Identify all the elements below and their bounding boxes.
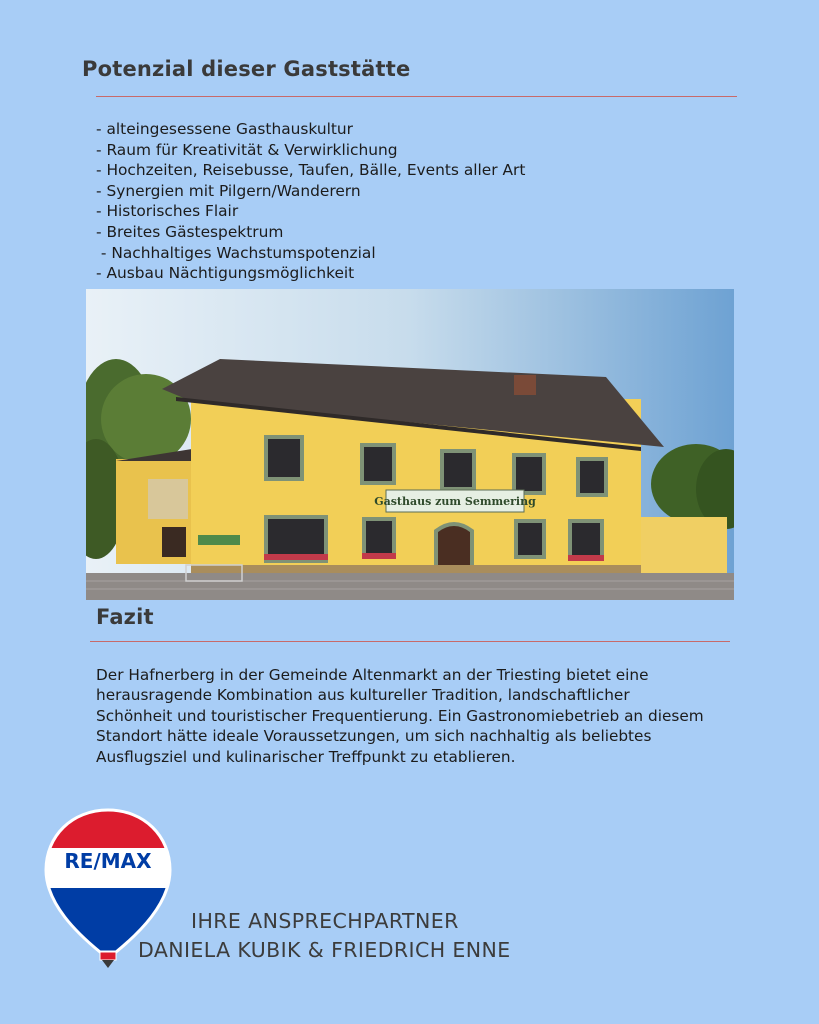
list-item: - Historisches Flair bbox=[96, 202, 239, 221]
fazit-line: herausragende Kombination aus kultureller Tradition, landschaftlicher bbox=[96, 686, 630, 705]
divider-rule bbox=[90, 641, 730, 642]
contact-names: DANIELA KUBIK & FRIEDRICH ENNE bbox=[138, 938, 511, 962]
list-item: - Breites Gästespektrum bbox=[96, 222, 284, 241]
potenzial-list bbox=[96, 119, 525, 284]
building-photo bbox=[86, 289, 734, 600]
brand-text: RE/MAX bbox=[64, 849, 152, 873]
list-item: - Raum für Kreativität & Verwirklichung bbox=[96, 140, 398, 159]
list-item: - alteingesessene Gasthauskultur bbox=[96, 120, 353, 138]
fazit-line: Der Hafnerberg in der Gemeinde Altenmarkt an der Triesting bietet eine bbox=[96, 666, 649, 684]
section-title-fazit: Fazit bbox=[96, 605, 154, 629]
section-title-potenzial: Potenzial dieser Gaststätte bbox=[82, 57, 411, 81]
fazit-line: Standort hätte ideale Voraussetzungen, um sich nachhaltig als beliebtes bbox=[96, 727, 652, 746]
divider-rule bbox=[96, 96, 737, 97]
list-item: - Nachhaltiges Wachstumspotenzial bbox=[96, 243, 376, 262]
fazit-line: Ausflugsziel und kulinarischer Treffpunkt zu etablieren. bbox=[96, 747, 516, 766]
contact-heading: IHRE ANSPRECHPARTNER bbox=[191, 909, 459, 933]
fazit-line: Schönheit und touristischer Frequentierung. Ein Gastronomiebetrieb an diesem bbox=[96, 706, 704, 725]
sign-text: Gasthaus zum Semmering bbox=[374, 495, 536, 508]
list-item: - Synergien mit Pilgern/Wanderern bbox=[96, 181, 361, 200]
list-item: - Ausbau Nächtigungsmöglichkeit bbox=[96, 264, 355, 283]
list-item: - Hochzeiten, Reisebusse, Taufen, Bälle, Events aller Art bbox=[96, 161, 526, 180]
fazit-paragraph bbox=[96, 665, 776, 767]
